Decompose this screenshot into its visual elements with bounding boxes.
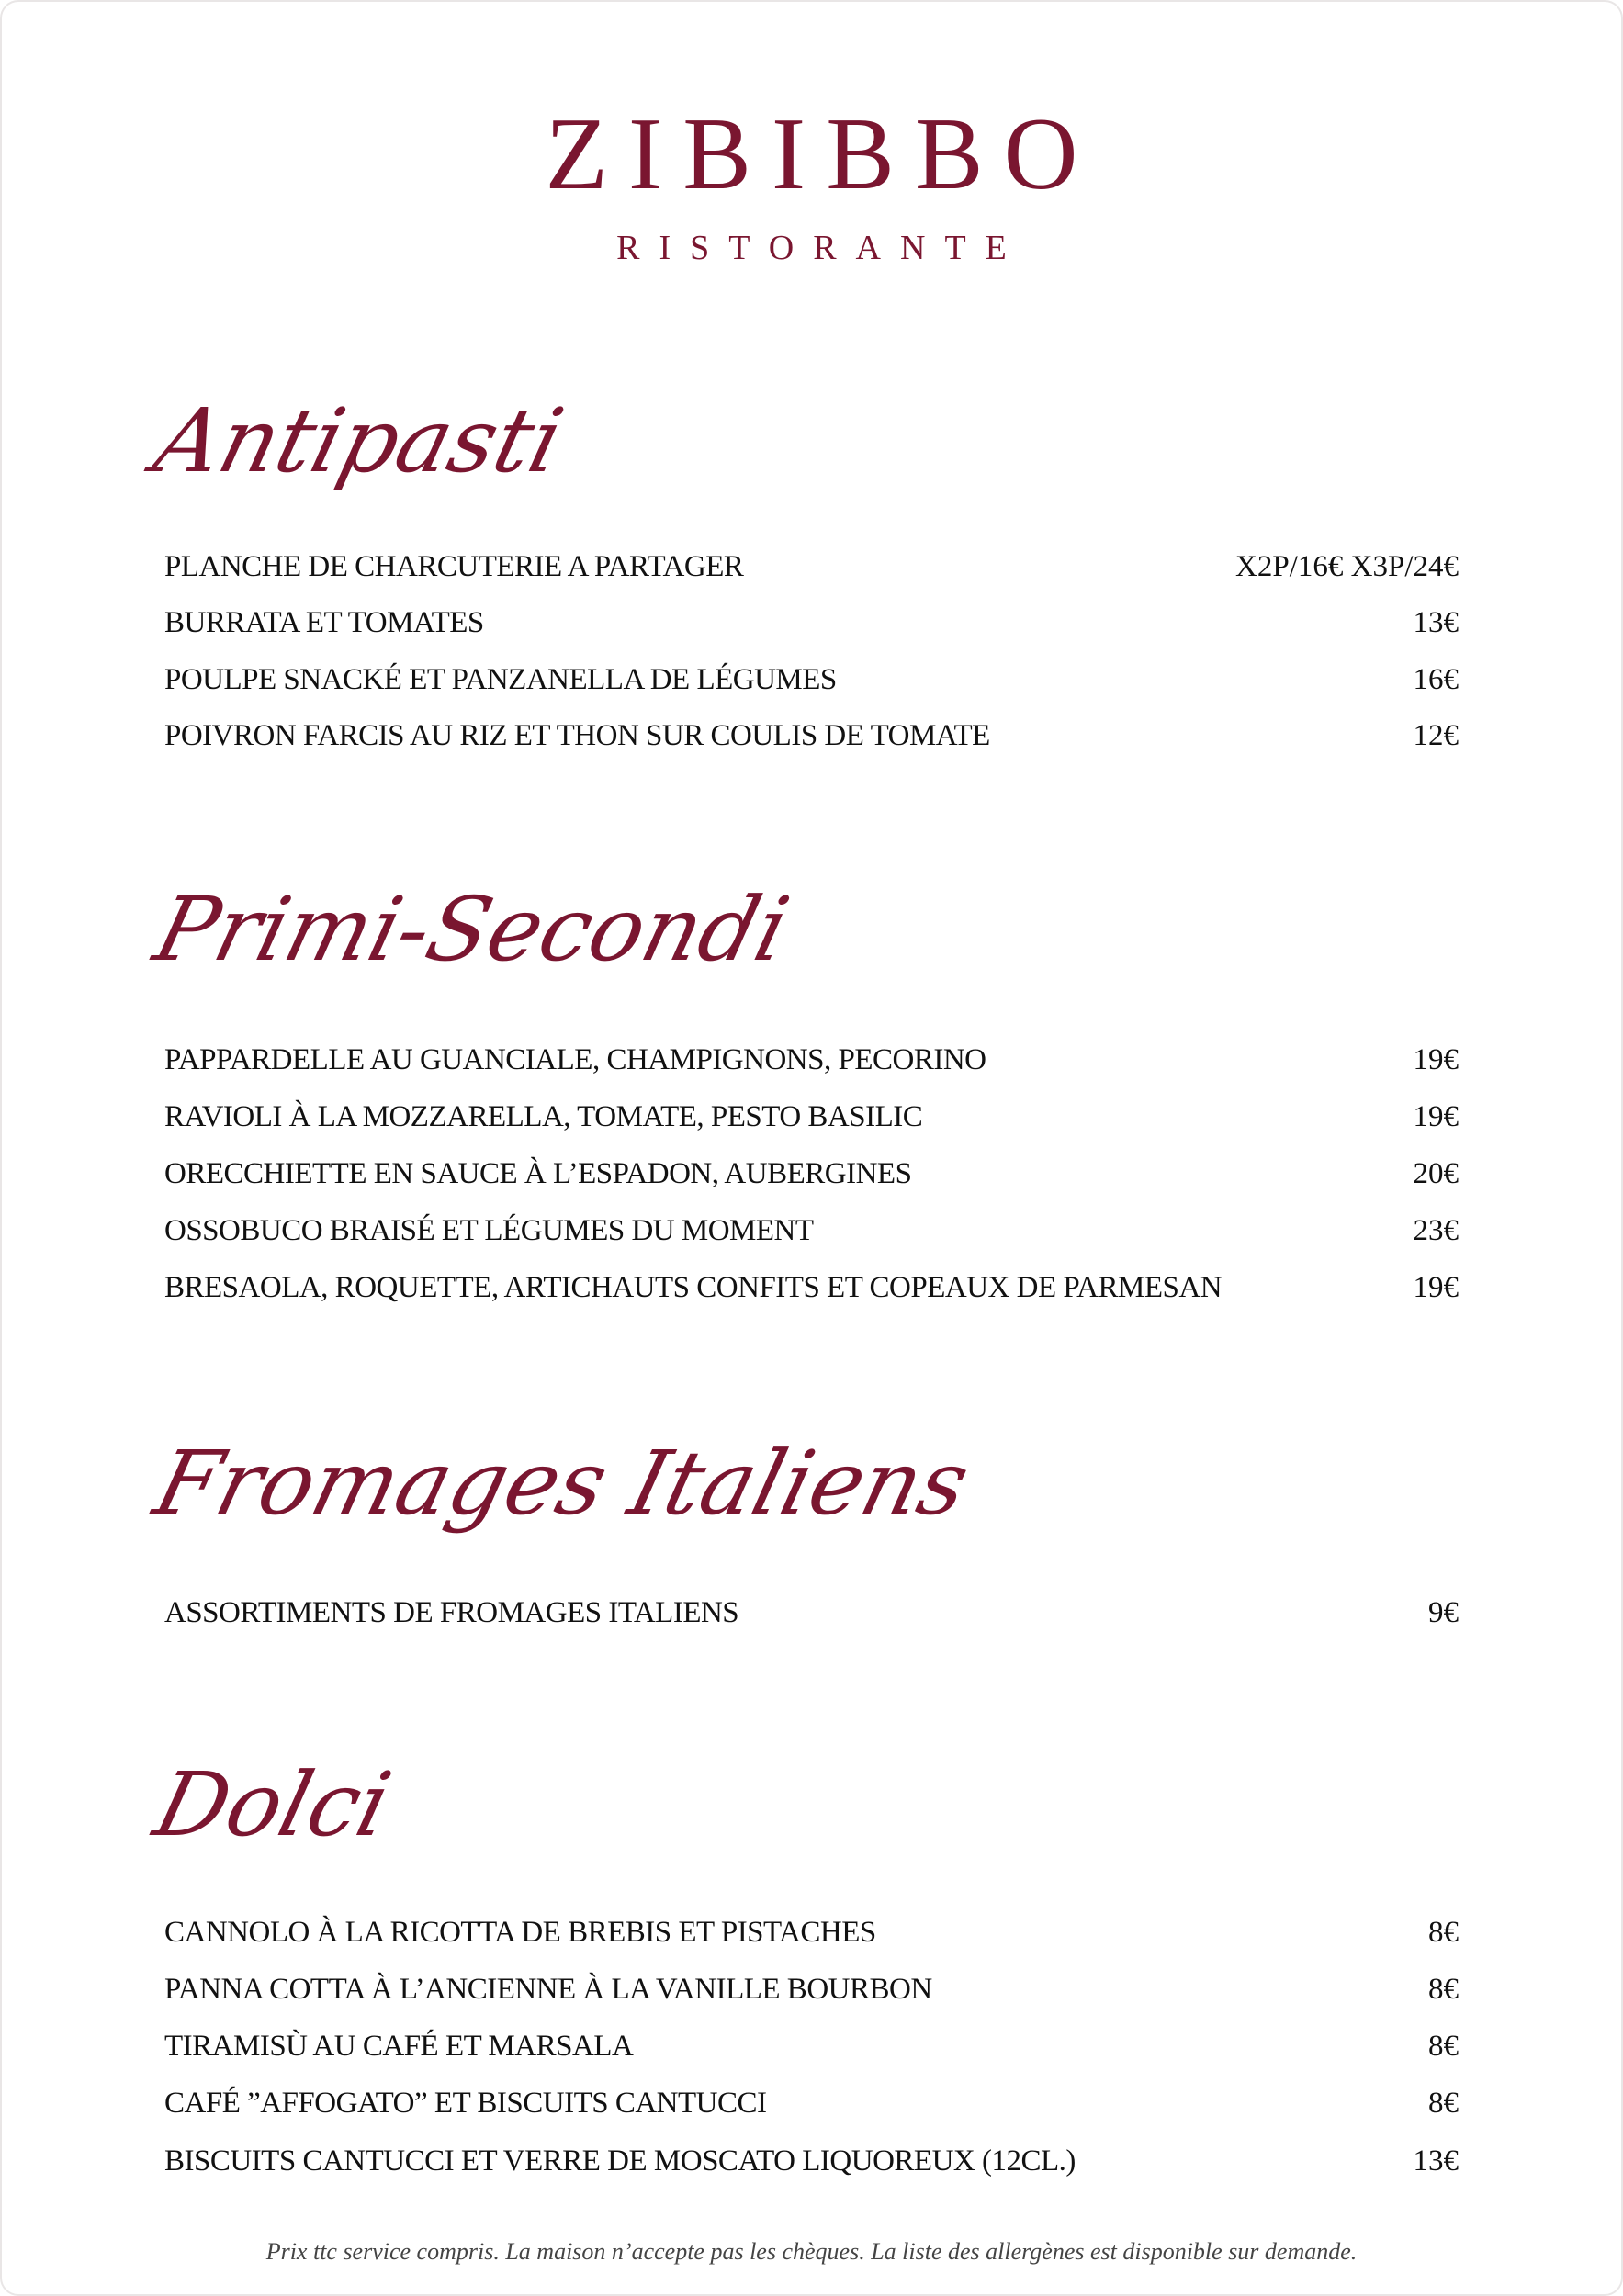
section-title-fromages-italiens: Fromages Italiens — [145, 1432, 979, 1535]
menu-item — [164, 2022, 1459, 2070]
menu-item-price: 19€ — [1413, 1043, 1459, 1076]
menu-item — [164, 599, 1459, 647]
menu-item — [164, 1036, 1459, 1084]
menu-item — [164, 712, 1459, 760]
menu-item-name: POIVRON FARCIS AU RIZ ET THON SUR COULIS DE TOMATE — [164, 719, 990, 752]
menu-item-price: 16€ — [1413, 663, 1459, 696]
section-title-antipasti: Antipasti — [145, 389, 573, 492]
menu-item — [164, 543, 1459, 591]
menu-item-name: BURRATA ET TOMATES — [164, 606, 484, 639]
menu-item-price: 13€ — [1413, 2144, 1459, 2178]
menu-item-price: 19€ — [1413, 1271, 1459, 1304]
menu-item — [164, 656, 1459, 703]
menu-item — [164, 1908, 1459, 1956]
menu-item — [164, 1207, 1459, 1255]
menu-item-price: X2P/16€ X3P/24€ — [1235, 550, 1459, 583]
menu-item-name: OSSOBUCO BRAISÉ ET LÉGUMES DU MOMENT — [164, 1214, 814, 1247]
menu-item — [164, 1589, 1459, 1637]
menu-item-name: BISCUITS CANTUCCI ET VERRE DE MOSCATO LIQUOREUX (12CL.) — [164, 2144, 1076, 2178]
menu-item-price: 12€ — [1413, 719, 1459, 752]
section-title-primi-secondi: Primi-Secondi — [145, 878, 799, 981]
menu-item-name: CANNOLO À LA RICOTTA DE BREBIS ET PISTACHES — [164, 1916, 876, 1949]
menu-item-price: 9€ — [1428, 1596, 1459, 1629]
menu-item-name: BRESAOLA, ROQUETTE, ARTICHAUTS CONFITS ET COPEAUX DE PARMESAN — [164, 1271, 1223, 1304]
menu-item-name: ORECCHIETTE EN SAUCE À L’ESPADON, AUBERGINES — [164, 1157, 912, 1190]
menu-item-price: 8€ — [1428, 1973, 1459, 2006]
menu-item-name: PANNA COTTA À L’ANCIENNE À LA VANILLE BOURBON — [164, 1973, 932, 2006]
menu-item-name: PLANCHE DE CHARCUTERIE A PARTAGER — [164, 550, 744, 583]
footer-note: Prix ttc service compris. La maison n’accepte pas les chèques. La liste des allergènes est disponible sur demande. — [265, 2238, 1358, 2265]
menu-item — [164, 2137, 1459, 2185]
menu-item-name: POULPE SNACKÉ ET PANZANELLA DE LÉGUMES — [164, 663, 837, 696]
menu-item — [164, 1150, 1459, 1198]
menu-item — [164, 1093, 1459, 1141]
menu-item-price: 8€ — [1428, 1916, 1459, 1949]
menu-item-name: TIRAMISÙ AU CAFÉ ET MARSALA — [164, 2030, 634, 2063]
section-title-dolci: Dolci — [145, 1753, 400, 1856]
menu-item-name: PAPPARDELLE AU GUANCIALE, CHAMPIGNONS, PECORINO — [164, 1043, 986, 1076]
menu-item — [164, 2079, 1459, 2127]
menu-item-name: CAFÉ ”AFFOGATO” ET BISCUITS CANTUCCI — [164, 2087, 767, 2120]
menu-item-price: 13€ — [1413, 606, 1459, 639]
menu-item-price: 20€ — [1413, 1157, 1459, 1190]
restaurant-subtitle: RISTORANTE — [616, 229, 1026, 267]
menu-item-price: 8€ — [1428, 2030, 1459, 2063]
restaurant-name: ZIBIBBO — [545, 97, 1099, 211]
menu-item-price: 8€ — [1428, 2087, 1459, 2120]
menu-item-price: 19€ — [1413, 1100, 1459, 1133]
menu-item-price: 23€ — [1413, 1214, 1459, 1247]
menu-item-name: ASSORTIMENTS DE FROMAGES ITALIENS — [164, 1596, 739, 1629]
restaurant-logo — [2, 97, 1621, 268]
menu-item — [164, 1264, 1459, 1311]
menu-item-name: RAVIOLI À LA MOZZARELLA, TOMATE, PESTO BASILIC — [164, 1100, 923, 1133]
menu-item — [164, 1965, 1459, 2013]
